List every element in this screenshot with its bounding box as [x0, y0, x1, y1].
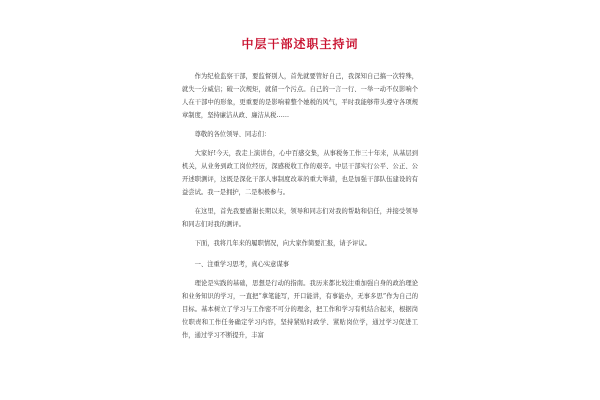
- section-heading: 一、注重学习思考，真心实意谋事: [194, 261, 290, 268]
- document-title: 中层干部述职主持词: [241, 37, 359, 51]
- paragraph-3: 大家好!今天，我走上演讲台，心中百感交集，从事税务工作三十年来，从基层到机关，从业务到政工岗位经历，深感税收工作的艰辛。中层干部实行公平、公正、公开述职测评，这既是深化干部人事制度改革的重大举措，也是加强干部队伍建设的有益尝试。我一是拥护，二是积极参与。: [182, 150, 418, 196]
- document-page: [182, 26, 418, 400]
- paragraph-2: 尊敬的各位领导、同志们：: [194, 131, 271, 138]
- paragraph-4: 在这里，首先我要感谢长期以来，领导和同志们对我的帮助和信任，并接受领导和同志们对我的测评。: [182, 208, 418, 228]
- paragraph-1: 作为纪检监察干部，要监督别人，首先就要管好自己，我深知自己搞一次特殊，就失一分威信；破一次规矩，就留一个污点。自己的一言一行、一举一动不仅影响个人在干部中的形象，更重要的是影响着整个她税的风气，平时我能够带头遵守各项规章制度，坚持廉洁从政、廉洁从税……: [182, 73, 418, 119]
- paragraph-7: 理论是实践的基础，思想是行动的指南。我历来都比较注重加强自身的政治理论和业务知识的学习，一直把“拿笔能写，开口能讲，有事能办，无事多思”作为自己的目标。基本树立了学习与工作密不可分的理念，把工作和学习有机结合起来，根据岗位职责和工作任务确定学习内容，坚持紧贴时政学、紧贴岗位学，通过学习促进工作，通过学习不断提升，丰富: [182, 280, 418, 339]
- paragraph-5: 下面，我将几年来的履职情况，向大家作简要汇报，请予评议。: [194, 240, 371, 247]
